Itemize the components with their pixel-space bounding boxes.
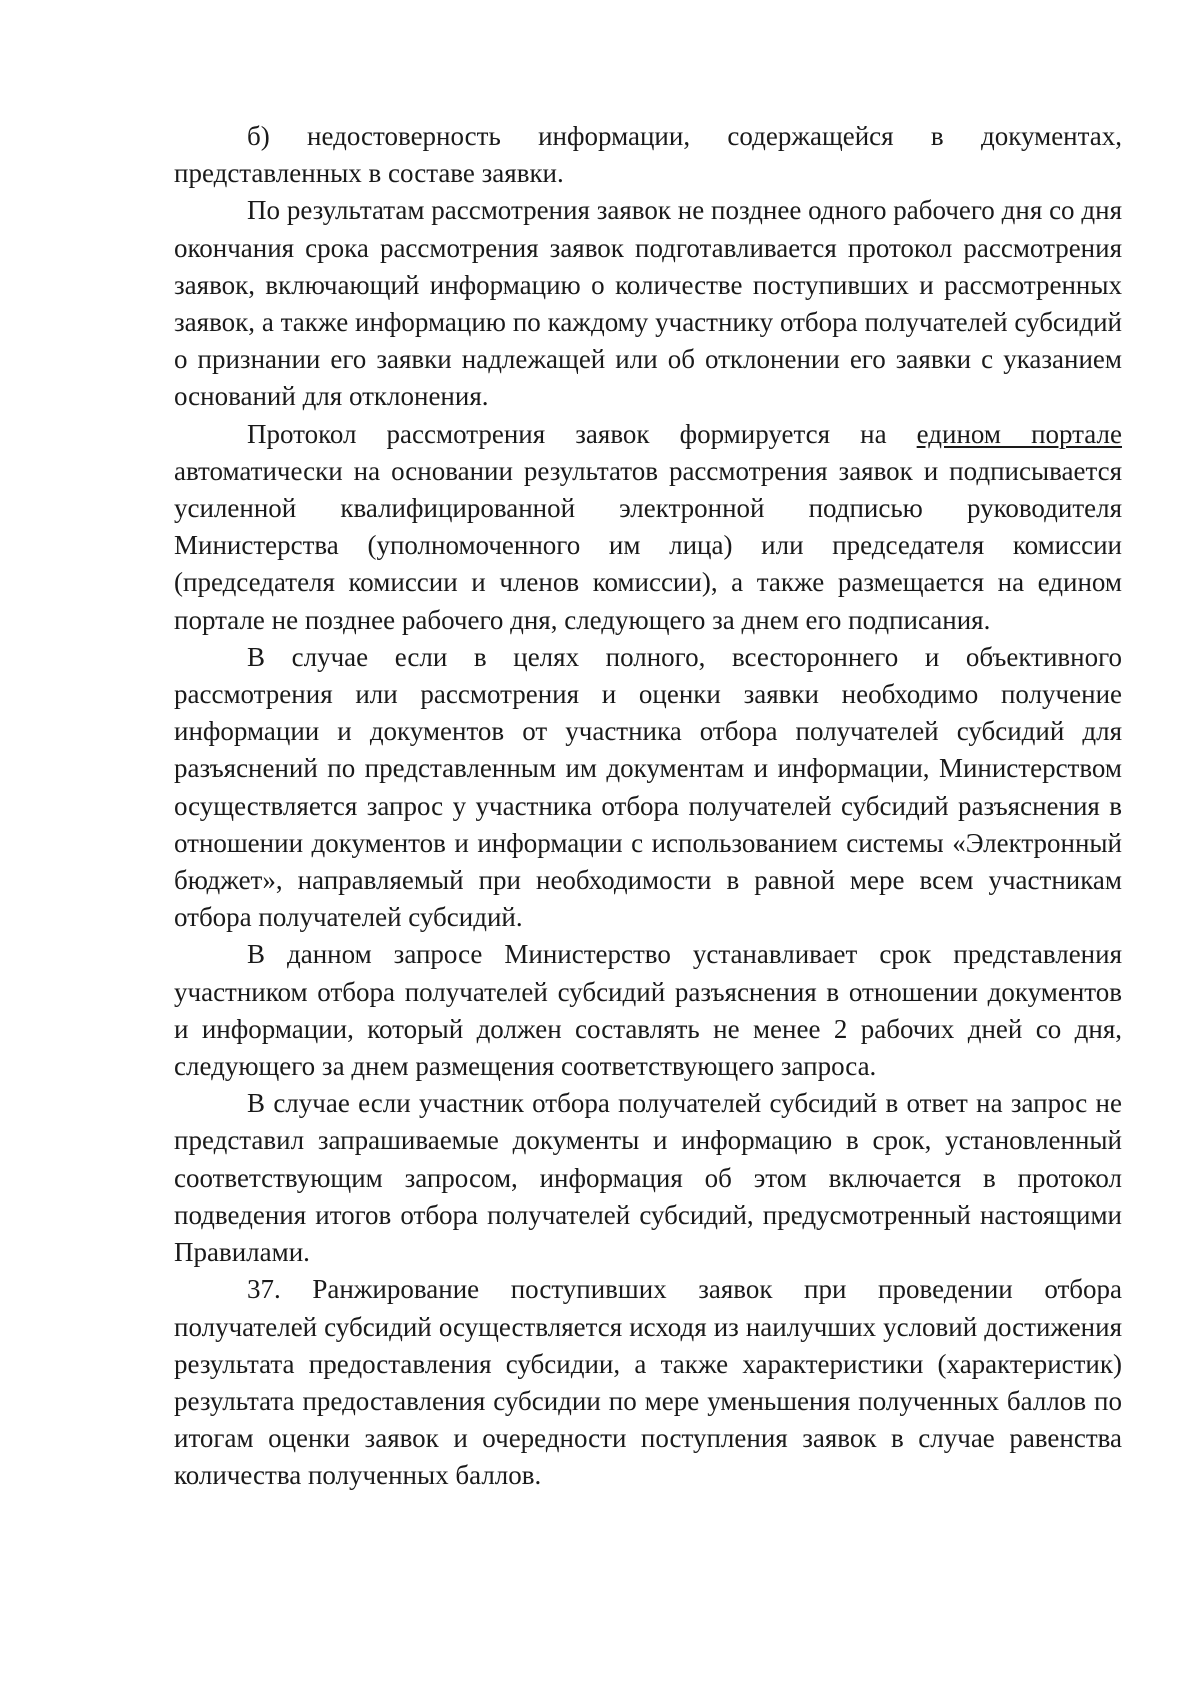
paragraph-text-after-link: автоматически на основании результатов рассмотрения заявок и подписывается усиленной квалифицированной электронной подписью руководителя Министерства (уполномоченного им лица) или председателя комиссии (председателя комиссии и членов комиссии), а также размещается на едином портале не позднее рабочего дня, следующего за днем его подписания.	[174, 455, 1122, 635]
document-page	[174, 118, 1122, 1495]
paragraph-request-deadline: В данном запросе Министерство устанавливает срок представления участником отбора получателей субсидий разъяснения в отношении документов и информации, который должен составлять не менее 2 рабочих дней со дня, следующего за днем размещения соответствующего запроса.	[174, 939, 1122, 1082]
paragraph-item-b: б) недостоверность информации, содержащейся в документах, представленных в составе заявки.	[174, 121, 1122, 189]
paragraph-review-protocol: По результатам рассмотрения заявок не позднее одного рабочего дня со дня окончания срока рассмотрения заявок подготавливается протокол рассмотрения заявок, включающий информацию о количестве поступивших и рассмотренных заявок, а также информацию по каждому участнику отбора получателей субсидий о признании его заявки надлежащей или об отклонении его заявки с указанием оснований для отклонения.	[174, 195, 1122, 412]
paragraph-protocol-formation	[174, 416, 1122, 639]
paragraph-clarification-request: В случае если в целях полного, всестороннего и объективного рассмотрения или рассмотрения и оценки заявки необходимо получение информации и документов от участника отбора получателей субсидий для разъяснений по представленным им документам и информации, Министерством осуществляется запрос у участника отбора получателей субсидий разъяснения в отношении документов и информации с использованием системы «Электронный бюджет», направляемый при необходимости в равной мере всем участникам отбора получателей субсидий.	[174, 641, 1122, 933]
unified-portal-link[interactable]: едином портале	[916, 418, 1122, 449]
paragraph-text-before-link: Протокол рассмотрения заявок формируется на	[247, 418, 917, 449]
paragraph-37-ranking: 37. Ранжирование поступивших заявок при проведении отбора получателей субсидий осуществляется исходя из наилучших условий достижения результата предоставления субсидии, а также характеристики (характеристик) результата предоставления субсидии по мере уменьшения полученных баллов по итогам оценки заявок и очередности поступления заявок в случае равенства количества полученных баллов.	[174, 1274, 1122, 1491]
paragraph-no-response: В случае если участник отбора получателей субсидий в ответ на запрос не представил запрашиваемые документы и информацию в срок, установленный соответствующим запросом, информация об этом включается в протокол подведения итогов отбора получателей субсидий, предусмотренный настоящими Правилами.	[174, 1088, 1122, 1268]
